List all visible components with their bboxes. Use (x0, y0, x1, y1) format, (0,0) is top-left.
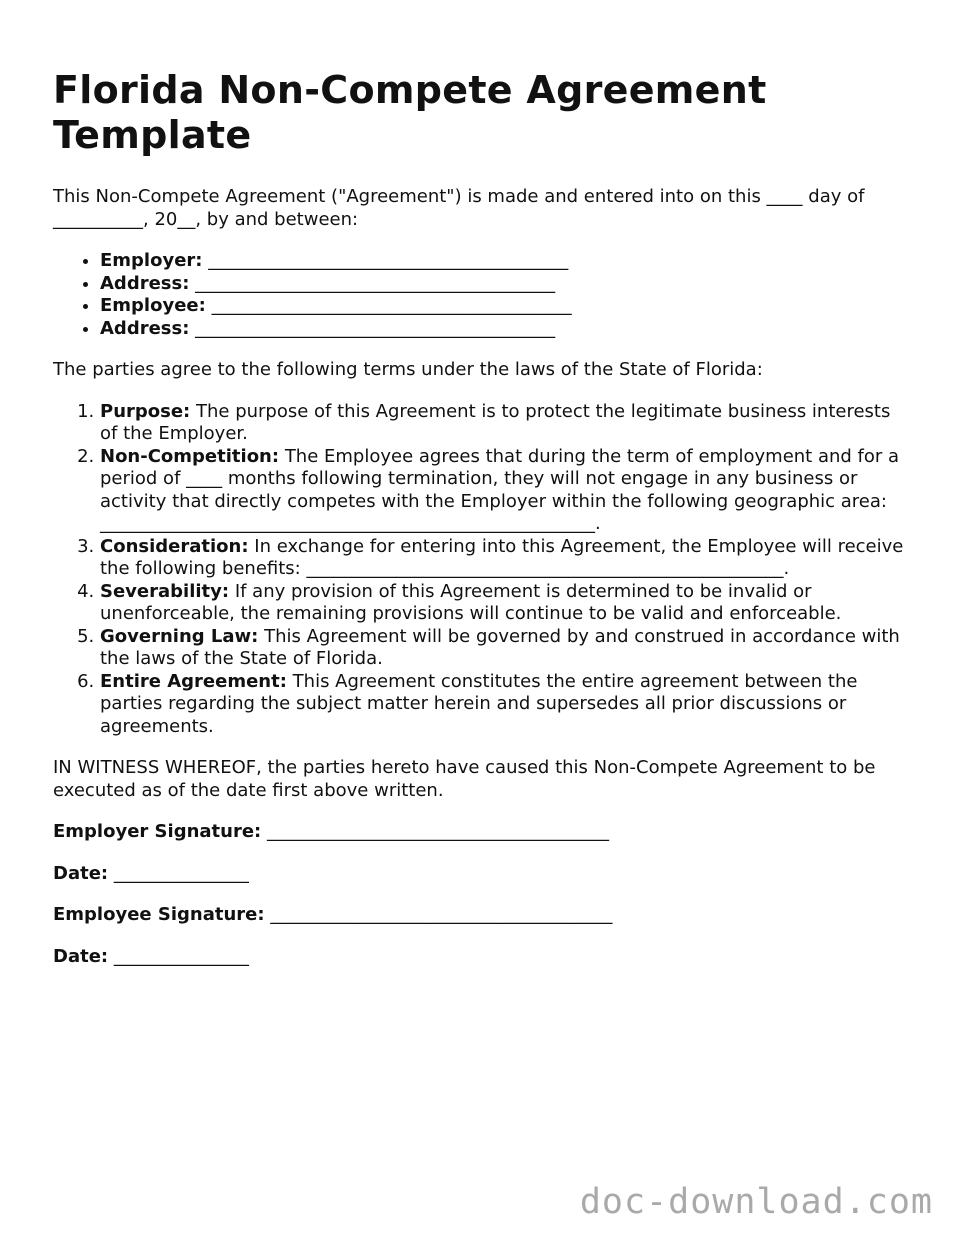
term-label: Severability: (100, 580, 230, 602)
term-entire-agreement (100, 671, 913, 739)
employee-date-line (53, 946, 913, 969)
signature-blank: ______________________________________ (266, 821, 609, 842)
document-title: Florida Non-Compete Agreement Template (53, 68, 767, 157)
term-text: The purpose of this Agreement is to protect the legitimate business interests of the Employer. (100, 400, 891, 444)
term-text: The Employee agrees that during the term of employment and for a period of ____ months following termination, they will not engage in any business or activity that directly competes with the Employer within the following geographic area: _______________________________________________________. (100, 445, 900, 534)
watermark: doc-download.com (579, 1182, 933, 1222)
party-item (100, 250, 913, 273)
date-label: Date: (53, 862, 109, 884)
signature-label: Employer Signature: (53, 821, 262, 842)
term-text: This Agreement constitutes the entire agreement between the parties regarding the subject matter herein and supersedes all prior discussions or agreements. (100, 670, 858, 737)
document-page (53, 68, 913, 987)
terms-list (53, 401, 913, 739)
term-text: This Agreement will be governed by and construed in accordance with the laws of the State of Florida. (100, 625, 900, 669)
term-label: Purpose: (100, 400, 191, 422)
party-item (100, 318, 913, 341)
date-label: Date: (53, 945, 109, 967)
party-label: Address: (100, 272, 190, 294)
signature-label: Employee Signature: (53, 904, 265, 925)
party-label: Employee: (100, 295, 206, 316)
date-blank: _______________ (113, 945, 249, 967)
terms-intro: The parties agree to the following terms under the laws of the State of Florida: (53, 359, 763, 380)
term-label: Consideration: (100, 535, 249, 557)
parties-list (53, 250, 913, 340)
employer-date-line (53, 863, 913, 886)
party-label: Employer: (100, 250, 203, 271)
term-text: If any provision of this Agreement is determined to be invalid or unenforceable, the remaining provisions will continue to be valid and enforceable. (100, 580, 842, 624)
date-blank: _______________ (113, 862, 249, 884)
party-blank: ________________________________________ (195, 272, 556, 294)
term-non-competition (100, 446, 913, 536)
employee-signature-line (53, 904, 913, 927)
term-label: Entire Agreement: (100, 670, 287, 692)
party-label: Address: (100, 317, 190, 339)
term-label: Governing Law: (100, 625, 259, 647)
party-blank: ________________________________________ (208, 250, 569, 271)
term-consideration (100, 536, 913, 581)
term-severability (100, 581, 913, 626)
witness-paragraph: IN WITNESS WHEREOF, the parties hereto have caused this Non-Compete Agreement to be executed as of the date first above written. (53, 757, 876, 801)
party-item (100, 273, 913, 296)
party-blank: ________________________________________ (195, 317, 556, 339)
signature-blank: ______________________________________ (270, 904, 613, 925)
term-label: Non-Competition: (100, 445, 280, 467)
employer-signature-line (53, 821, 913, 844)
term-text: In exchange for entering into this Agreement, the Employee will receive the following benefits: _____________________________________________________. (100, 535, 904, 579)
intro-paragraph: This Non-Compete Agreement ("Agreement") is made and entered into on this ____ day of __________, 20__, by and between: (53, 186, 865, 230)
party-item (100, 295, 913, 318)
term-purpose (100, 401, 913, 446)
party-blank: ________________________________________ (211, 295, 572, 316)
term-governing-law (100, 626, 913, 671)
